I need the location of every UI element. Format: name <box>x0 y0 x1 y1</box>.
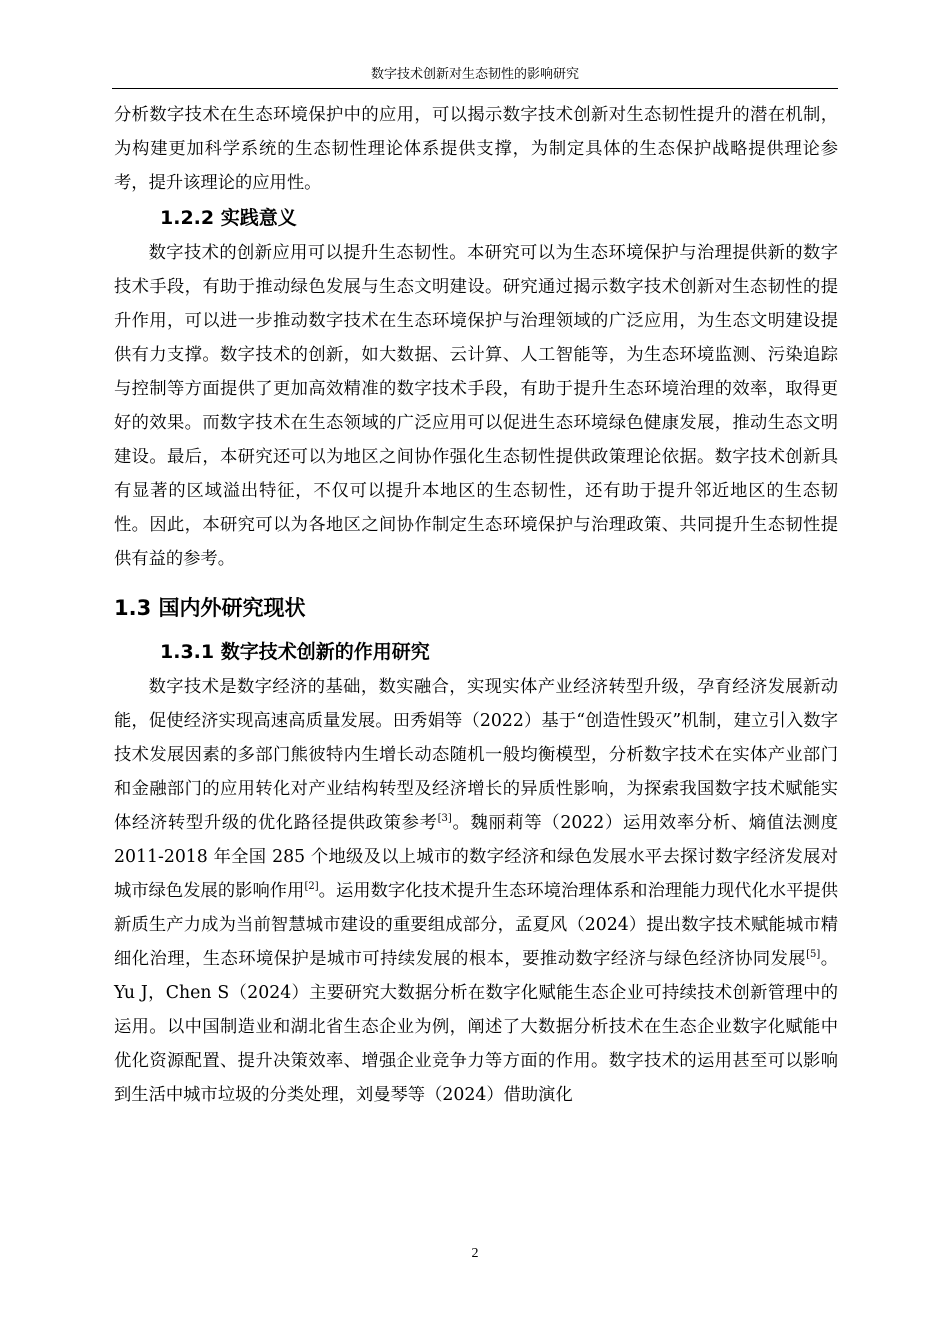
heading-1-3: 1.3 国内外研究现状 <box>114 596 306 620</box>
text-segment: 。Yu J，Chen S（2024）主要研究大数据分析在数字化赋能生态企业可持续技术创新管理中的运用。以中国制造业和湖北省生态企业为例，阐述了大数据分析技术在生态企业数字化赋能中优化资源配置、提升决策效率、增强企业竞争力等方面的作用。数字技术的运用甚至可以影响到生活中城市垃圾的分类处理，刘曼琴等（2024）借助演化 <box>114 949 838 1105</box>
citation-3: [3] <box>437 813 452 825</box>
paragraph-theory-continuation: 分析数字技术在生态环境保护中的应用，可以揭示数字技术创新对生态韧性提升的潜在机制，为构建更加科学系统的生态韧性理论体系提供支撑，为制定具体的生态保护战略提供理论参考，提升该理论的应用性。 <box>114 105 838 193</box>
header-rule <box>112 88 838 89</box>
heading-1-3-1: 1.3.1 数字技术创新的作用研究 <box>160 641 430 663</box>
page-content <box>114 98 838 1112</box>
running-header: 数字技术创新对生态韧性的影响研究 <box>370 67 579 82</box>
text-segment: 。运用数字化技术提升生态环境治理体系和治理能力现代化水平提供新质生产力成为当前智慧城市建设的重要组成部分，孟夏风（2024）提出数字技术赋能城市精细化治理，生态环境保护是城市可持续发展的根本，要推动数字经济与绿色经济协同发展 <box>114 881 838 969</box>
text-segment: 数字技术是数字经济的基础，数实融合，实现实体产业经济转型升级，孕育经济发展新动能，促使经济实现高速高质量发展。田秀娟等（2022）基于“创造性毁灭”机制，建立引入数字技术发展因素的多部门熊彼特内生增长动态随机一般均衡模型，分析数字技术在实体产业部门和金融部门的应用转化对产业结构转型及经济增长的异质性影响，为探索我国数字技术赋能实体经济转型升级的优化路径提供政策参考 <box>114 677 838 833</box>
heading-1-2-2: 1.2.2 实践意义 <box>160 207 297 229</box>
citation-2: [2] <box>304 881 319 893</box>
paragraph-literature-review <box>114 670 838 1112</box>
page-number: 2 <box>471 1246 479 1261</box>
text-segment: 。魏丽莉等（2022）运用效率分析、熵值法测度 2011-2018 年全国 285 个地级及以上城市的数字经济和绿色发展水平去探讨数字经济发展对城市绿色发展的影响作用 <box>114 813 838 901</box>
paragraph-practical-significance: 数字技术的创新应用可以提升生态韧性。本研究可以为生态环境保护与治理提供新的数字技术手段，有助于推动绿色发展与生态文明建设。研究通过揭示数字技术创新对生态韧性的提升作用，可以进一步推动数字技术在生态环境保护与治理领域的广泛应用，为生态文明建设提供有力支撑。数字技术的创新，如大数据、云计算、人工智能等，为生态环境监测、污染追踪与控制等方面提供了更加高效精准的数字技术手段，有助于提升生态环境治理的效率，取得更好的效果。而数字技术在生态领域的广泛应用可以促进生态环境绿色健康发展，推动生态文明建设。最后，本研究还可以为地区之间协作强化生态韧性提供政策理论依据。数字技术创新具有显著的区域溢出特征，不仅可以提升本地区的生态韧性，还有助于提升邻近地区的生态韧性。因此，本研究可以为各地区之间协作制定生态环境保护与治理政策、共同提升生态韧性提供有益的参考。 <box>114 243 838 569</box>
citation-5: [5] <box>806 949 821 961</box>
